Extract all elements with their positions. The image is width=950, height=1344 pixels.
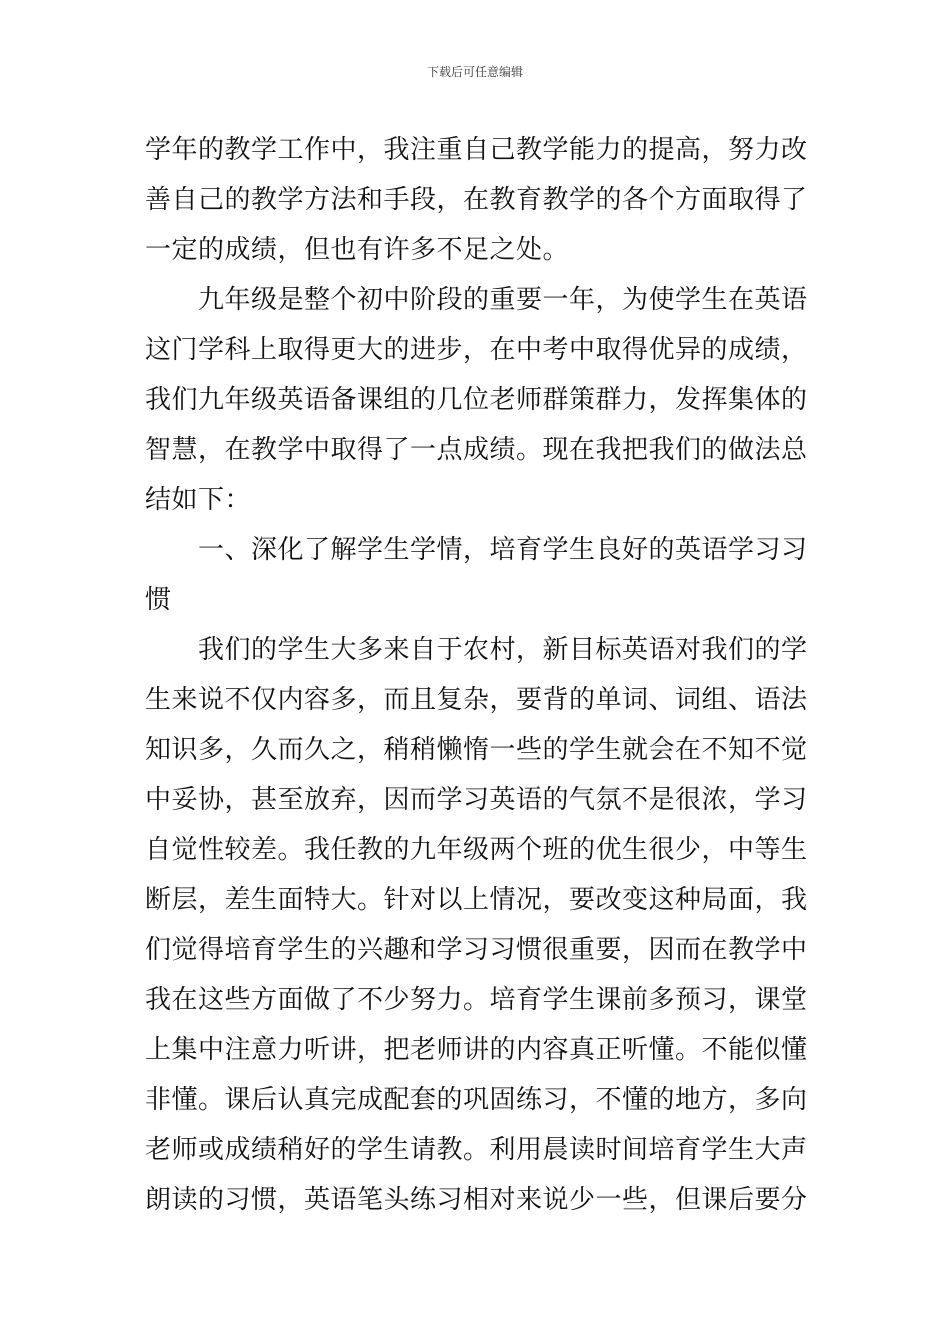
- section-heading-line: 惯: [145, 585, 172, 615]
- text-line: 结如下：: [145, 485, 252, 515]
- text-line: 们觉得培育学生的兴趣和学习习惯很重要，因而在教学中: [145, 935, 808, 965]
- text-line: 中妥协，甚至放弃，因而学习英语的气氛不是很浓，学习: [145, 785, 808, 815]
- text-line: 我在这些方面做了不少努力。培育学生课前多预习，课堂: [145, 985, 808, 1015]
- text-line: 这门学科上取得更大的进步，在中考中取得优异的成绩，: [145, 335, 808, 365]
- section-heading-line: 一、深化了解学生学情，培育学生良好的英语学习习: [145, 535, 808, 565]
- text-line: 朗读的习惯，英语笔头练习相对来说少一些，但课后要分: [145, 1185, 808, 1215]
- text-line: 生来说不仅内容多，而且复杂，要背的单词、词组、语法: [145, 685, 808, 715]
- text-line: 我们的学生大多来自于农村，新目标英语对我们的学: [145, 635, 808, 665]
- text-line: 老师或成绩稍好的学生请教。利用晨读时间培育学生大声: [145, 1135, 808, 1165]
- text-line: 自觉性较差。我任教的九年级两个班的优生很少，中等生: [145, 835, 808, 865]
- text-line: 善自己的教学方法和手段，在教育教学的各个方面取得了: [145, 185, 808, 215]
- text-line: 智慧，在教学中取得了一点成绩。现在我把我们的做法总: [145, 435, 808, 465]
- text-line: 九年级是整个初中阶段的重要一年，为使学生在英语: [145, 285, 808, 315]
- text-line: 知识多，久而久之，稍稍懒惰一些的学生就会在不知不觉: [145, 735, 808, 765]
- document-body: [145, 125, 807, 1225]
- text-line: 上集中注意力听讲，把老师讲的内容真正听懂。不能似懂: [145, 1035, 808, 1065]
- text-line: 非懂。课后认真完成配套的巩固练习，不懂的地方，多向: [145, 1085, 808, 1115]
- text-line: 我们九年级英语备课组的几位老师群策群力，发挥集体的: [145, 385, 808, 415]
- text-line: 一定的成绩，但也有许多不足之处。: [145, 235, 570, 265]
- text-line: 学年的教学工作中，我注重自己教学能力的提高，努力改: [145, 135, 808, 165]
- page-header: 下载后可任意编辑: [426, 65, 523, 79]
- text-line: 断层，差生面特大。针对以上情况，要改变这种局面，我: [145, 885, 808, 915]
